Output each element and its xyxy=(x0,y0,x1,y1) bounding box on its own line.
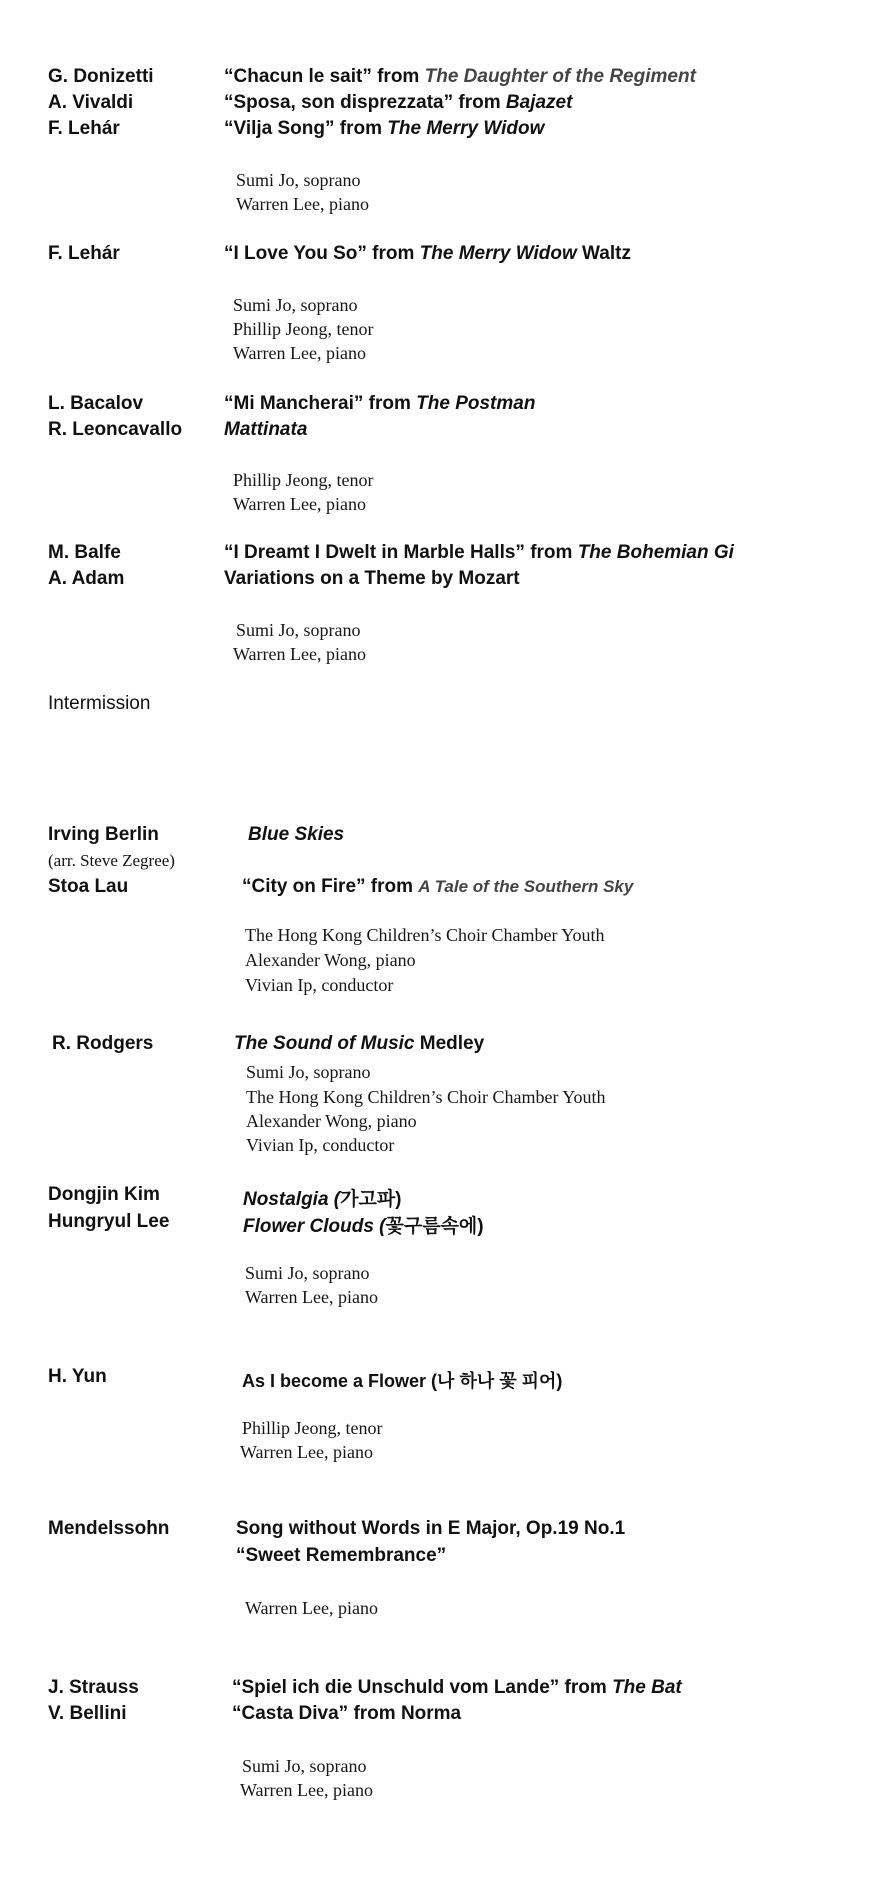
performer: Vivian Ip, conductor xyxy=(245,975,394,995)
composer-vivaldi: A. Vivaldi xyxy=(48,92,134,113)
work-yun: As I become a Flower (나 하나 꽃 피어) xyxy=(242,1371,563,1391)
work-lau-title: A Tale of the Southern Sky xyxy=(418,877,634,896)
composer-leoncavallo: R. Leoncavallo xyxy=(48,419,183,440)
work-kim xyxy=(243,1184,402,1211)
arranger: (arr. Steve Zegree) xyxy=(48,851,175,870)
performer: Warren Lee, piano xyxy=(240,1442,373,1462)
performer: Warren Lee, piano xyxy=(240,1780,373,1800)
composer-bellini: V. Bellini xyxy=(48,1703,127,1724)
work-rodgers-post: Medley xyxy=(414,1033,485,1054)
composer-kim: Dongjin Kim xyxy=(48,1184,160,1205)
work-donizetti-title: The Daughter of the Regiment xyxy=(424,66,696,87)
work-lee-post: 꽃구름속에) xyxy=(385,1216,484,1237)
work-balfe xyxy=(224,542,734,564)
work-lau-pre: “City on Fire” from xyxy=(242,876,419,897)
performer: Warren Lee, piano xyxy=(233,494,366,514)
performer: Sumi Jo, soprano xyxy=(236,170,361,190)
performer: Sumi Jo, soprano xyxy=(246,1062,371,1082)
composer-donizetti: G. Donizetti xyxy=(48,66,154,87)
work-rodgers-title: The Sound of Music xyxy=(234,1033,415,1054)
work-strauss xyxy=(232,1677,682,1699)
work-lehar-vilja-title: The Merry Widow xyxy=(387,118,545,139)
performer: Warren Lee, piano xyxy=(236,194,369,214)
work-lehar-waltz-pre: “I Love You So” from xyxy=(224,243,420,264)
work-mendelssohn-line2: “Sweet Remembrance” xyxy=(236,1545,447,1566)
composer-strauss: J. Strauss xyxy=(48,1677,139,1698)
composer-berlin: Irving Berlin xyxy=(48,824,159,845)
intermission-label: Intermission xyxy=(48,693,151,714)
performer: Phillip Jeong, tenor xyxy=(233,470,374,490)
work-mendelssohn-line1: Song without Words in E Major, Op.19 No.1 xyxy=(236,1518,626,1539)
performer: Warren Lee, piano xyxy=(233,343,366,363)
composer-lehar: F. Lehár xyxy=(48,243,120,264)
work-kim-title: Nostalgia ( xyxy=(243,1189,341,1210)
performer: Warren Lee, piano xyxy=(245,1598,378,1618)
work-leoncavallo-title: Mattinata xyxy=(224,419,308,440)
work-lehar-waltz xyxy=(224,243,631,265)
work-lau xyxy=(242,876,633,898)
performer: Warren Lee, piano xyxy=(233,644,366,664)
work-strauss-pre: “Spiel ich die Unschuld vom Lande” from xyxy=(232,1677,613,1698)
work-bellini: “Casta Diva” from Norma xyxy=(232,1703,462,1724)
work-strauss-title: The Bat xyxy=(612,1677,682,1698)
work-lehar-vilja xyxy=(224,118,544,140)
composer-lee: Hungryul Lee xyxy=(48,1211,170,1232)
work-kim-post: 가고파) xyxy=(340,1189,402,1210)
work-lehar-vilja-pre: “Vilja Song” from xyxy=(224,118,388,139)
composer-lau: Stoa Lau xyxy=(48,876,129,897)
work-lee-title: Flower Clouds ( xyxy=(243,1216,386,1237)
composer-mendelssohn: Mendelssohn xyxy=(48,1518,170,1539)
work-lehar-waltz-title: The Merry Widow xyxy=(419,243,577,264)
performer: The Hong Kong Children’s Choir Chamber Youth xyxy=(245,925,605,945)
performer: Sumi Jo, soprano xyxy=(242,1756,367,1776)
work-lehar-waltz-post: Waltz xyxy=(576,243,631,264)
performer: Phillip Jeong, tenor xyxy=(233,319,374,339)
work-balfe-pre: “I Dreamt I Dwelt in Marble Halls” from xyxy=(224,542,578,563)
performer: Sumi Jo, soprano xyxy=(236,620,361,640)
performer: Sumi Jo, soprano xyxy=(245,1263,370,1283)
work-rodgers xyxy=(234,1033,484,1055)
performer: The Hong Kong Children’s Choir Chamber Youth xyxy=(246,1087,606,1107)
composer-balfe: M. Balfe xyxy=(48,542,121,563)
work-vivaldi-pre: “Sposa, son disprezzata” from xyxy=(224,92,506,113)
performer: Vivian Ip, conductor xyxy=(246,1135,395,1155)
work-balfe-title: The Bohemian Gi xyxy=(577,542,734,563)
work-bacalov-title: The Postman xyxy=(416,393,536,414)
composer-yun: H. Yun xyxy=(48,1366,107,1387)
work-bacalov-pre: “Mi Mancherai” from xyxy=(224,393,417,414)
work-bacalov xyxy=(224,393,535,415)
work-vivaldi-title: Bajazet xyxy=(505,92,573,113)
composer-bacalov: L. Bacalov xyxy=(48,393,144,414)
performer: Alexander Wong, piano xyxy=(246,1111,417,1131)
composer-adam: A. Adam xyxy=(48,568,125,589)
work-lee xyxy=(243,1211,484,1238)
work-adam: Variations on a Theme by Mozart xyxy=(224,568,520,589)
work-donizetti-pre: “Chacun le sait” from xyxy=(224,66,425,87)
work-berlin-title: Blue Skies xyxy=(248,824,345,845)
work-vivaldi xyxy=(224,92,572,114)
performer: Warren Lee, piano xyxy=(245,1287,378,1307)
performer: Alexander Wong, piano xyxy=(245,950,416,970)
performer: Phillip Jeong, tenor xyxy=(242,1418,383,1438)
composer-lehar: F. Lehár xyxy=(48,118,120,139)
performer: Sumi Jo, soprano xyxy=(233,295,358,315)
composer-rodgers: R. Rodgers xyxy=(52,1033,154,1054)
work-donizetti xyxy=(224,66,696,88)
